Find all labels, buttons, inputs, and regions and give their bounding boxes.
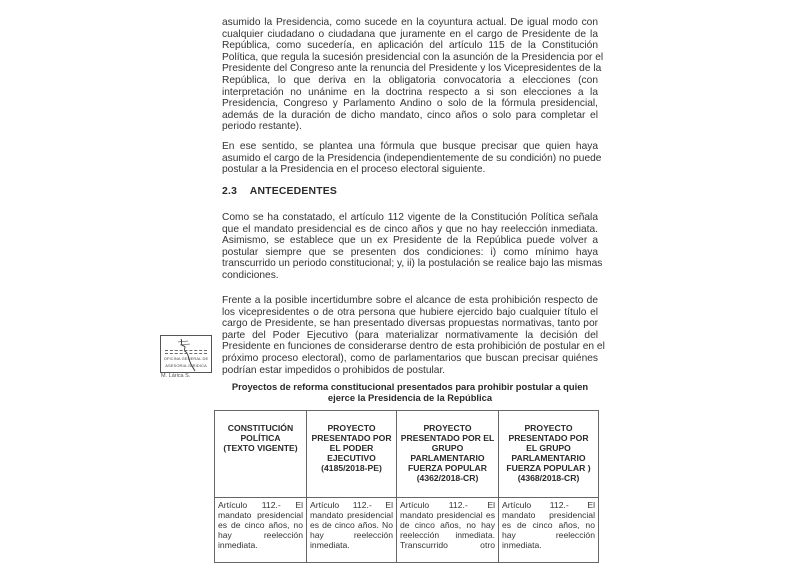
- table-cell: [397, 498, 499, 563]
- table-title-line: Proyectos de reforma constitucional presentados para prohibir postular a quien: [231, 381, 589, 392]
- cell-line: de cinco años, no hay: [400, 520, 495, 530]
- text-line: podrían estar impedidos o prohibidos de postular.: [222, 364, 446, 376]
- header-line: FUERZA POPULAR: [408, 463, 487, 473]
- header-line: PARLAMENTARIO: [410, 453, 485, 463]
- text-line: República, lo que deriva en la obligatoria convocatoria a elecciones (con: [222, 74, 598, 86]
- stamp-signer-name: M. Lárica S.: [161, 373, 191, 379]
- section-number: 2.3: [222, 186, 238, 197]
- cell-line: mandato presidencial es: [400, 510, 495, 520]
- text-line: cargo de Presidente, se han presentado diversas propuestas normativas, tanto por: [222, 318, 598, 330]
- text-line: postular siempre que se presenten dos condiciones: i) como mínimo haya: [222, 246, 598, 258]
- header-line: EL PODER: [329, 443, 374, 453]
- header-cell-constitucion: [215, 411, 307, 498]
- cell-line: inmediata.: [218, 540, 258, 550]
- cell-line: es de cinco años, no: [502, 520, 595, 530]
- cell-line: hay reelección: [218, 530, 303, 540]
- cell-line: Artículo 112.- El: [310, 500, 393, 510]
- header-line: PROYECTO: [327, 423, 376, 433]
- text-line: cualquier ciudadano o ciudadana que juramente en el cargo de Presidente de la: [222, 28, 598, 40]
- text-line: Política, que regula la sucesión presidencial con la asunción de la Presidencia por el: [222, 51, 604, 63]
- header-line: (4368/2018-CR): [517, 473, 580, 483]
- text-line: Presidente del Congreso ante la renuncia del Presidente y los Vicepresidentes de la: [222, 63, 602, 75]
- stamp-rule: [165, 353, 207, 354]
- text-line: además de la duración de dicho mandato, cinco años o solo para completar el: [222, 109, 598, 121]
- text-line: próximo proceso electoral), como de parlamentarios que buscan precisar quiénes: [222, 352, 598, 364]
- header-line: PRESENTADO POR: [311, 433, 392, 443]
- header-line: EL GRUPO: [526, 443, 571, 453]
- cell-line: inmediata.: [310, 540, 350, 550]
- paragraph-antecedentes: [222, 212, 603, 282]
- office-stamp: [160, 335, 212, 373]
- section-heading: [222, 186, 337, 197]
- text-line: República, como sucedería, en aplicación del artículo 115 de la Constitución: [222, 40, 598, 52]
- header-line: (4362/2018-CR): [416, 473, 479, 483]
- header-line: PROYECTO: [524, 423, 573, 433]
- text-line: Como se ha constatado, el artículo 112 vigente de la Constitución Política señala: [222, 212, 598, 223]
- header-line: PRESENTADO POR: [508, 433, 589, 443]
- cell-line: mandato presidencial: [310, 510, 393, 520]
- table-title: [222, 381, 598, 403]
- cell-line: reelección inmediata.: [400, 530, 495, 540]
- header-line: PRESENTADO POR EL: [400, 433, 495, 443]
- cell-line: es de cinco años. No: [310, 520, 393, 530]
- header-line: POLÍTICA: [240, 433, 281, 443]
- table-cell: [499, 498, 599, 563]
- table-cell: [215, 498, 307, 563]
- text-line: los vicepresidentes o de otra persona que hubiere ejercido bajo cualquier título el: [222, 306, 598, 318]
- cell-line: hay reelección: [502, 530, 595, 540]
- cell-line: Artículo 112.- El: [218, 500, 303, 510]
- header-line: (4185/2018-PE): [321, 463, 382, 473]
- text-line: condiciones.: [222, 269, 279, 281]
- header-line: PROYECTO: [423, 423, 472, 433]
- text-line: transcurrido un periodo constitucional; y, ii) la postulación se realice bajo las mismas: [222, 258, 603, 270]
- text-line: asumido el cargo de la Presidencia (independientemente de su condición) no puede: [222, 152, 602, 164]
- stamp-text: OFICINA GENERAL DE: [163, 356, 209, 361]
- text-line: postular a la Presidencia en el proceso electoral siguiente.: [222, 164, 486, 176]
- text-line: Frente a la posible incertidumbre sobre el alcance de esta prohibición respecto de: [222, 295, 598, 306]
- stamp-text: ASESORIA JURIDICA: [165, 363, 207, 368]
- text-line: Asimismo, se establece que un ex Presidente de la República puede volver a: [222, 235, 598, 247]
- text-line: periodo restante).: [222, 121, 302, 133]
- text-line: parte del Poder Ejecutivo (para materializar normativamente la decisión del: [222, 329, 598, 341]
- header-cell-poder-ejecutivo: [307, 411, 397, 498]
- header-line: EJECUTIVO: [327, 453, 376, 463]
- stamp-rule: [165, 350, 207, 351]
- cell-line: hay reelección: [310, 530, 393, 540]
- header-line: (TEXTO VIGENTE): [223, 443, 298, 453]
- cell-line: mandato presidencial: [502, 510, 595, 520]
- cell-line: Artículo 112.- El: [400, 500, 495, 510]
- table-header-row: [215, 411, 599, 498]
- cell-line: es de cinco años, no: [218, 520, 303, 530]
- cell-line: mandato presidencial: [218, 510, 303, 520]
- table-row: [215, 498, 599, 563]
- header-cell-fuerza-popular-4368: [499, 411, 599, 498]
- paragraph-formula: [222, 141, 602, 176]
- text-line: que el mandato presidencial es de cinco años y que no hay reelección inmediata.: [222, 223, 598, 235]
- table-title-line: ejerce la Presidencia de la República: [327, 392, 493, 403]
- section-title: ANTECEDENTES: [249, 186, 338, 197]
- header-line: PARLAMENTARIO: [511, 453, 586, 463]
- header-line: CONSTITUCIÓN: [227, 423, 294, 433]
- header-line: GRUPO: [431, 443, 464, 453]
- paragraph-continuation: [222, 17, 604, 133]
- text-line: interpretación no unánime en la doctrina respecto a si son elecciones a la: [222, 86, 598, 98]
- cell-line: Artículo 112.- El: [502, 500, 595, 510]
- header-line: FUERZA POPULAR ): [506, 463, 591, 473]
- table-cell: [307, 498, 397, 563]
- cell-line: Transcurrido otro: [400, 540, 495, 550]
- cell-line: inmediata.: [502, 540, 542, 550]
- comparison-table: [214, 410, 599, 563]
- text-line: Presidente en funciones de considerarse dentro de esta prohibición de postular en el: [222, 341, 605, 353]
- text-line: En ese sentido, se plantea una fórmula que busque precisar que quien haya: [222, 141, 598, 152]
- text-line: asumido la Presidencia, como sucede en la coyuntura actual. De igual modo con: [222, 17, 598, 28]
- text-line: Presidencia, Congreso y Parlamento Andino o solo de la fórmula presidencial,: [222, 98, 598, 110]
- header-cell-fuerza-popular-4362: [397, 411, 499, 498]
- paragraph-propuestas: [222, 295, 605, 376]
